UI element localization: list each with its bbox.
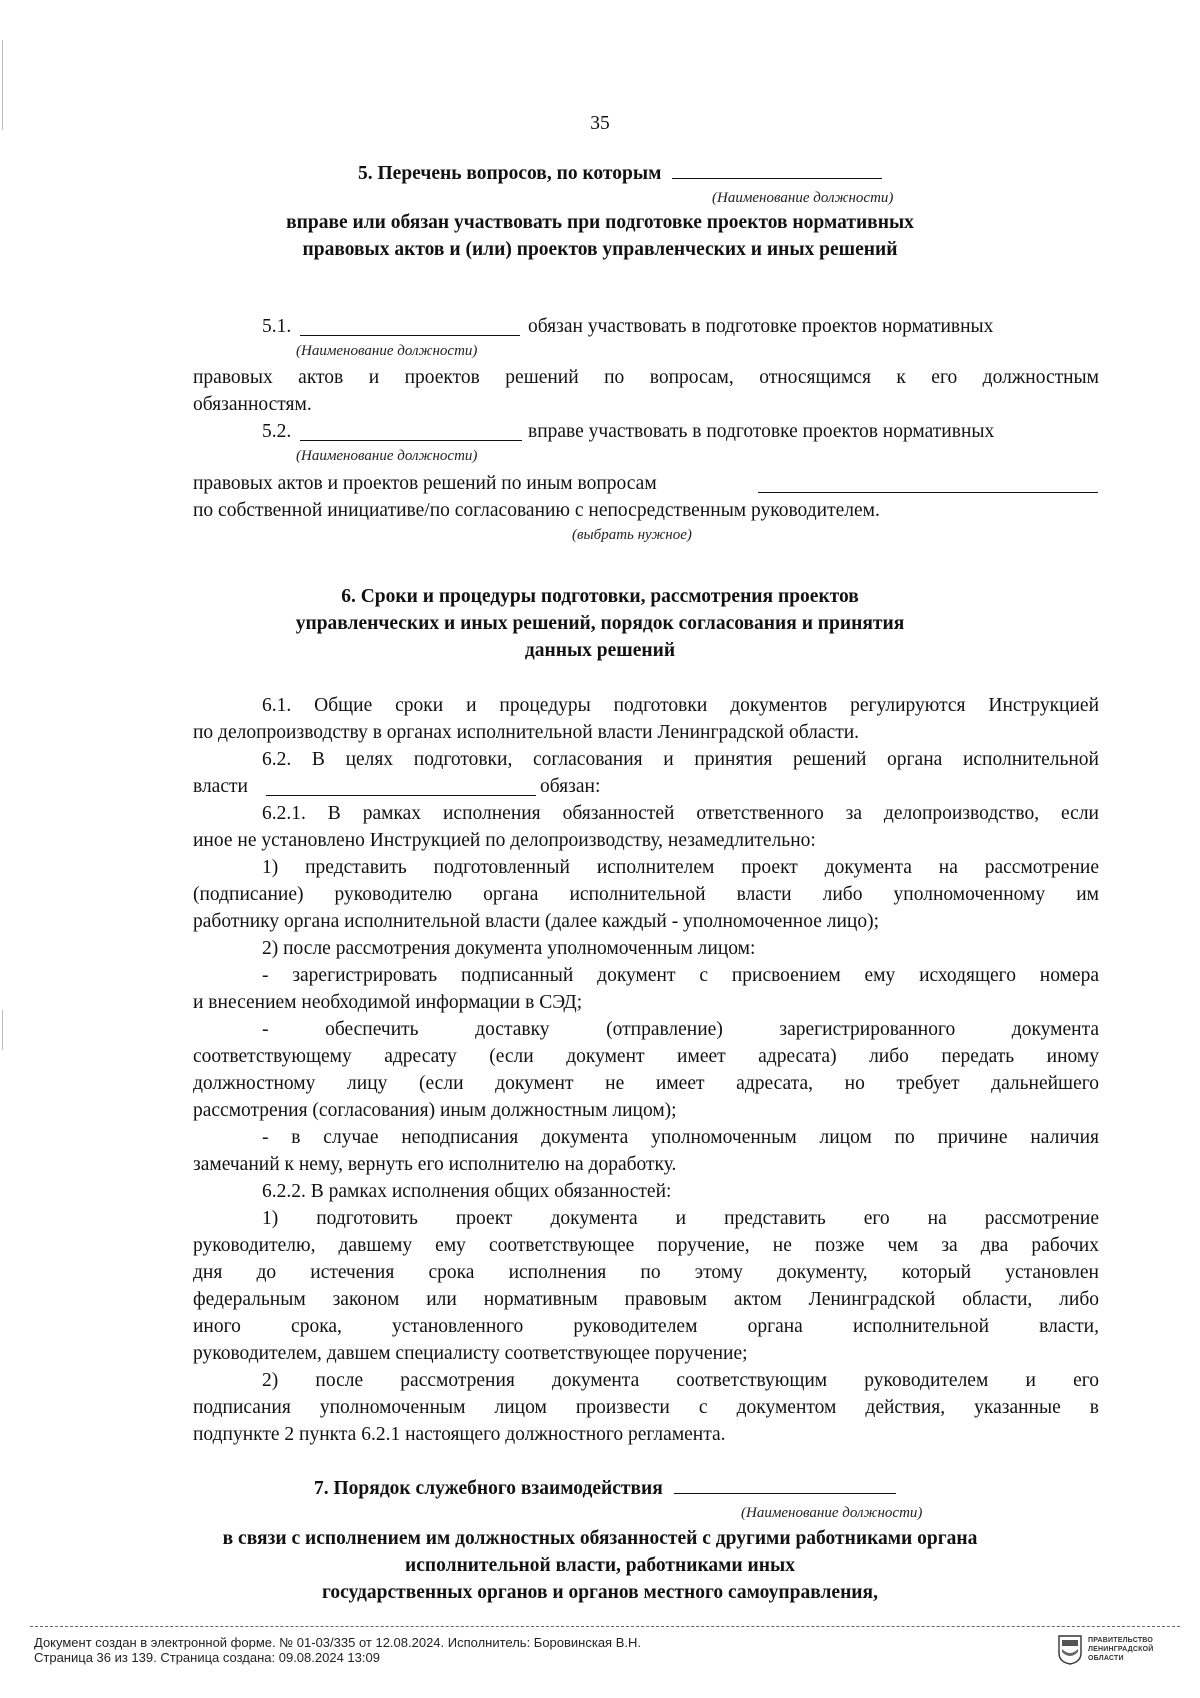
paragraph-5-1-number: 5.1. [262,316,292,337]
section5-title-part1: 5. Перечень вопросов, по которым [358,160,882,187]
paragraph-5-2-number: 5.2. [262,421,292,442]
section7-title-part1: 7. Порядок служебного взаимодействия [314,1475,896,1502]
section6-line: замечаний к нему, вернуть его исполнителю на доработку. [193,1154,677,1175]
section6-line: соответствующему адресату (если документ имеет адресата) либо передать иному [193,1046,1099,1067]
paragraph-5-2-line3: по собственной инициативе/по согласованию с непосредственным руководителем. [193,500,880,521]
section6-line: подпункте 2 пункта 6.2.1 настоящего должностного регламента. [193,1424,726,1445]
section6-line: руководителем, давшем специалисту соответствующее поручение; [193,1343,748,1364]
authority-blank [266,777,536,796]
paragraph-5-2-caption: (Наименование должности) [296,448,478,464]
section5-caption: (Наименование должности) [712,190,894,206]
position-blank [300,317,520,336]
section6-line: 6.2.2. В рамках исполнения общих обязанностей: [262,1181,672,1202]
section6-line: 2) после рассмотрения документа соответствующим руководителем и его [262,1370,1099,1391]
scan-mark [2,40,3,130]
position-blank [300,422,522,441]
section6-line: 1) представить подготовленный исполнителем проект документа на рассмотрение [262,857,1099,878]
section6-line: подписания уполномоченным лицом произвести с документом действия, указанные в [193,1397,1099,1418]
questions-blank [758,474,1098,493]
paragraph-5-1-line2: правовых актов и проектов решений по вопросам, относящимся к его должностным [193,367,1099,388]
section7-title-line2: в связи с исполнением им должностных обязанностей с другими работниками органа [222,1528,978,1549]
section6-line: и внесением необходимой информации в СЭД; [193,992,583,1013]
section6-line: иного срока, установленного руководителем органа исполнительной власти, [193,1316,1099,1337]
logo-text-line1: ПРАВИТЕЛЬСТВО [1088,1637,1154,1644]
coat-of-arms-icon [1058,1635,1082,1665]
section6-line: рассмотрения (согласования) иным должностным лицом); [193,1100,677,1121]
section7-title-line3: исполнительной власти, работниками иных [405,1555,795,1576]
paragraph-5-1-caption: (Наименование должности) [296,343,478,359]
section6-line: должностному лицу (если документ не имеет адресата, но требует дальнейшего [193,1073,1099,1094]
logo-text-line3: ОБЛАСТИ [1088,1655,1124,1662]
page-number: 35 [590,113,610,134]
government-logo [1058,1633,1188,1669]
section5-title-line3: правовых актов и (или) проектов управленческих и иных решений [302,239,898,260]
section6-line: 6.1. Общие сроки и процедуры подготовки документов регулируются Инструкцией [262,695,1099,716]
section6-title-line1: 6. Сроки и процедуры подготовки, рассмотрения проектов [341,586,859,607]
section6-line: - обеспечить доставку (отправление) зарегистрированного документа [262,1019,1099,1040]
paragraph-5-2-line2: правовых актов и проектов решений по иным вопросам [193,473,657,494]
section6-line: власти [193,776,248,797]
scan-mark [2,1010,3,1050]
footer-divider [30,1626,1180,1627]
section6-line: по делопроизводству в органах исполнительной власти Ленинградской области. [193,722,860,743]
section5-title-line2: вправе или обязан участвовать при подготовке проектов нормативных [286,212,914,233]
section6-line: (подписание) руководителю органа исполнительной власти либо уполномоченному им [193,884,1099,905]
section6-line: дня до истечения срока исполнения по этому документу, который установлен [193,1262,1099,1283]
section6-line: иное не установлено Инструкцией по делопроизводству, незамедлительно: [193,830,816,851]
section6-line: федеральным законом или нормативным правовым актом Ленинградской области, либо [193,1289,1099,1310]
section6-line: работнику органа исполнительной власти (далее каждый - уполномоченное лицо); [193,911,879,932]
section6-title-line2: управленческих и иных решений, порядок согласования и принятия [295,613,905,634]
section6-line: 1) подготовить проект документа и представить его на рассмотрение [262,1208,1099,1229]
section6-line: руководителю, давшему ему соответствующее поручение, не позже чем за два рабочих [193,1235,1099,1256]
footer-line2: Страница 36 из 139. Страница создана: 09.08.2024 13:09 [34,1650,380,1665]
logo-text-line2: ЛЕНИНГРАДСКОЙ [1088,1646,1154,1653]
paragraph-5-1-line3: обязанностям. [193,394,312,415]
choose-caption: (выбрать нужное) [572,527,692,543]
section6-line: 6.2. В целях подготовки, согласования и принятия решений органа исполнительной [262,749,1099,770]
paragraph-5-2-text: вправе участвовать в подготовке проектов нормативных [528,421,995,442]
position-blank [674,1475,896,1494]
footer-line1: Документ создан в электронной форме. № 01-03/335 от 12.08.2024. Исполнитель: Боровинская В.Н. [34,1635,641,1650]
section6-title-line3: данных решений [524,640,676,661]
section6-line: - в случае неподписания документа уполномоченным лицом по причине наличия [262,1127,1099,1148]
section7-title-line4: государственных органов и органов местного самоуправления, [322,1582,878,1603]
section6-line: - зарегистрировать подписанный документ с присвоением ему исходящего номера [262,965,1099,986]
section7-caption: (Наименование должности) [741,1505,923,1521]
position-blank [672,160,882,179]
paragraph-5-1-text: обязан участвовать в подготовке проектов нормативных [528,316,994,337]
section6-line: 6.2.1. В рамках исполнения обязанностей ответственного за делопроизводство, если [262,803,1099,824]
section6-line: 2) после рассмотрения документа уполномоченным лицом: [262,938,756,959]
section6-line: обязан: [540,776,601,797]
